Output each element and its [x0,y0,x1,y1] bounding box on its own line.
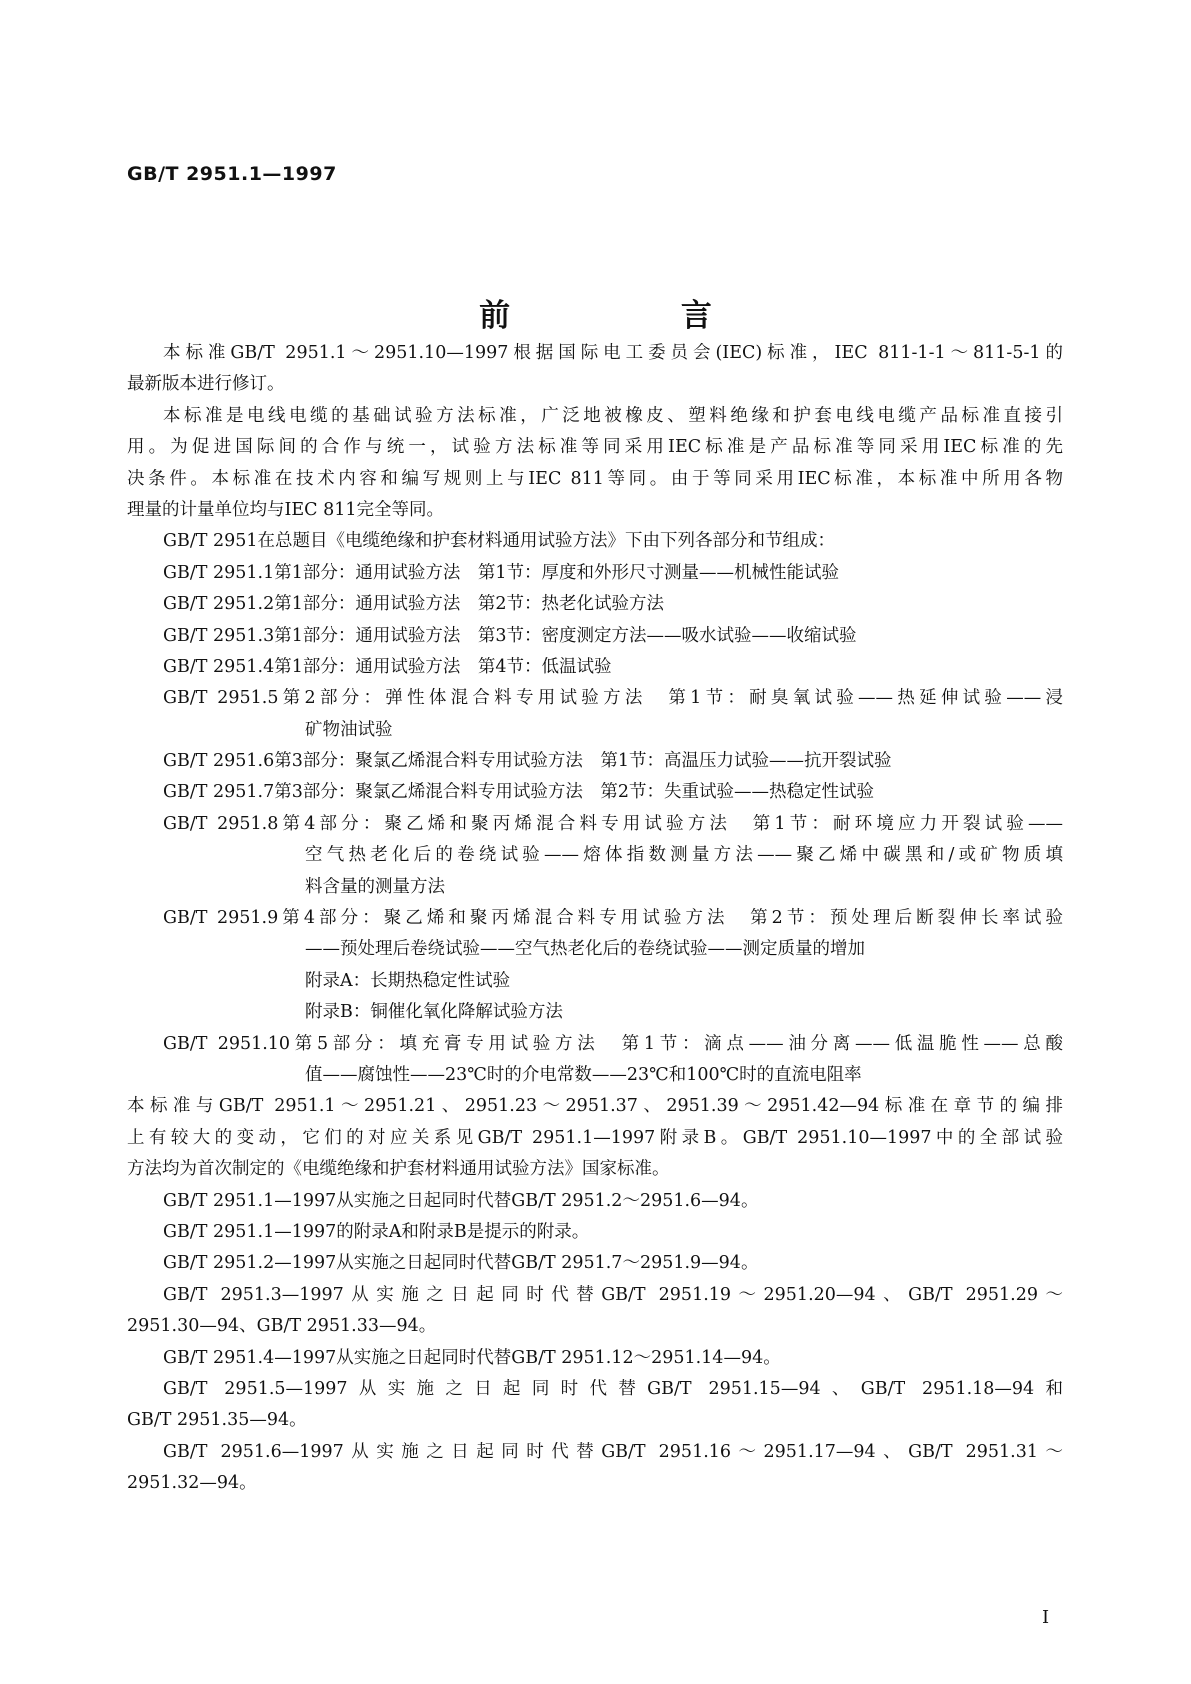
text-line: 2951.32—94。 [127,1473,257,1494]
page-number: I [1042,1607,1050,1628]
text-line: 料含量的测量方法 [305,876,445,897]
text-line: GB/T 2951.3—1997从实施之日起同时代替GB/T 2951.19～2951.20—94、GB/T 2951.29～ [163,1284,1063,1305]
text-line: GB/T 2951.9第4部分：聚乙烯和聚丙烯混合料专用试验方法 第2节：预处理后断裂伸长率试验 [163,908,1063,929]
text-line: GB/T 2951.4第1部分：通用试验方法 第4节：低温试验 [163,656,612,677]
text-line: 值——腐蚀性——23℃时的介电常数——23℃和100℃时的直流电阻率 [305,1064,862,1085]
text-line: GB/T 2951.3第1部分：通用试验方法 第3节：密度测定方法——吸水试验——收缩试验 [163,625,857,646]
text-line: 理量的计量单位均与IEC 811完全等同。 [127,499,445,520]
text-line: GB/T 2951.1—1997从实施之日起同时代替GB/T 2951.2～2951.6—94。 [163,1190,759,1211]
text-line: 附录A：长期热稳定性试验 [305,970,511,991]
text-line: GB/T 2951.1—1997的附录A和附录B是提示的附录。 [163,1221,590,1242]
text-line: GB/T 2951.5—1997从实施之日起同时代替GB/T 2951.15—94、GB/T 2951.18—94和 [163,1378,1063,1399]
text-line: GB/T 2951.8第4部分：聚乙烯和聚丙烯混合料专用试验方法 第1节：耐环境应力开裂试验—— [163,813,1063,834]
text-line: 决条件。本标准在技术内容和编写规则上与IEC 811等同。由于等同采用IEC标准，本标准中所用各物 [127,468,1063,489]
text-line: GB/T 2951.10第5部分：填充膏专用试验方法 第1节：滴点——油分离——低温脆性——总酸 [163,1033,1063,1054]
text-line: 2951.30—94、GB/T 2951.33—94。 [127,1316,437,1337]
page-title: 前 言 [479,298,792,334]
text-line: GB/T 2951.2第1部分：通用试验方法 第2节：热老化试验方法 [163,594,664,615]
text-line: 附录B：铜催化氧化降解试验方法 [305,1002,563,1023]
text-line: 最新版本进行修订。 [127,374,285,395]
text-line: 方法均为首次制定的《电缆绝缘和护套材料通用试验方法》国家标准。 [127,1159,670,1180]
text-line: GB/T 2951.7第3部分：聚氯乙烯混合料专用试验方法 第2节：失重试验——热稳定性试验 [163,782,874,803]
text-line: 上有较大的变动，它们的对应关系见GB/T 2951.1—1997附录B。GB/T 2951.10—1997中的全部试验 [127,1127,1063,1148]
text-line: 矿物油试验 [305,719,393,740]
text-line: 空气热老化后的卷绕试验——熔体指数测量方法——聚乙烯中碳黑和/或矿物质填 [305,845,1063,866]
text-line: GB/T 2951.2—1997从实施之日起同时代替GB/T 2951.7～2951.9—94。 [163,1253,759,1274]
text-line: GB/T 2951在总题目《电缆绝缘和护套材料通用试验方法》下由下列各部分和节组成： [163,531,836,552]
text-line: 本标准与GB/T 2951.1～2951.21、2951.23～2951.37、2951.39～2951.42—94标准在章节的编排 [127,1096,1063,1117]
text-line: GB/T 2951.6第3部分：聚氯乙烯混合料专用试验方法 第1节：高温压力试验——抗开裂试验 [163,751,892,772]
text-line: 本标准是电线电缆的基础试验方法标准，广泛地被橡皮、塑料绝缘和护套电线电缆产品标准直接引 [163,405,1063,426]
text-line: ——预处理后卷绕试验——空气热老化后的卷绕试验——测定质量的增加 [305,939,865,960]
text-line: 本标准GB/T 2951.1～2951.10—1997根据国际电工委员会(IEC)标准，IEC 811-1-1～811-5-1的 [163,343,1063,363]
text-line: GB/T 2951.6—1997从实施之日起同时代替GB/T 2951.16～2951.17—94、GB/T 2951.31～ [163,1441,1063,1462]
text-line: GB/T 2951.1第1部分：通用试验方法 第1节：厚度和外形尺寸测量——机械性能试验 [163,562,839,583]
preface-body [127,338,1063,1499]
text-line: GB/T 2951.5第2部分：弹性体混合料专用试验方法 第1节：耐臭氧试验——热延伸试验——浸 [163,688,1063,709]
text-line: GB/T 2951.35—94。 [127,1410,307,1431]
text-line: 用。为促进国际间的合作与统一，试验方法标准等同采用IEC标准是产品标准等同采用IEC标准的先 [127,437,1063,458]
document-code: GB/T 2951.1—1997 [127,163,337,185]
text-line: GB/T 2951.4—1997从实施之日起同时代替GB/T 2951.12～2951.14—94。 [163,1347,781,1368]
